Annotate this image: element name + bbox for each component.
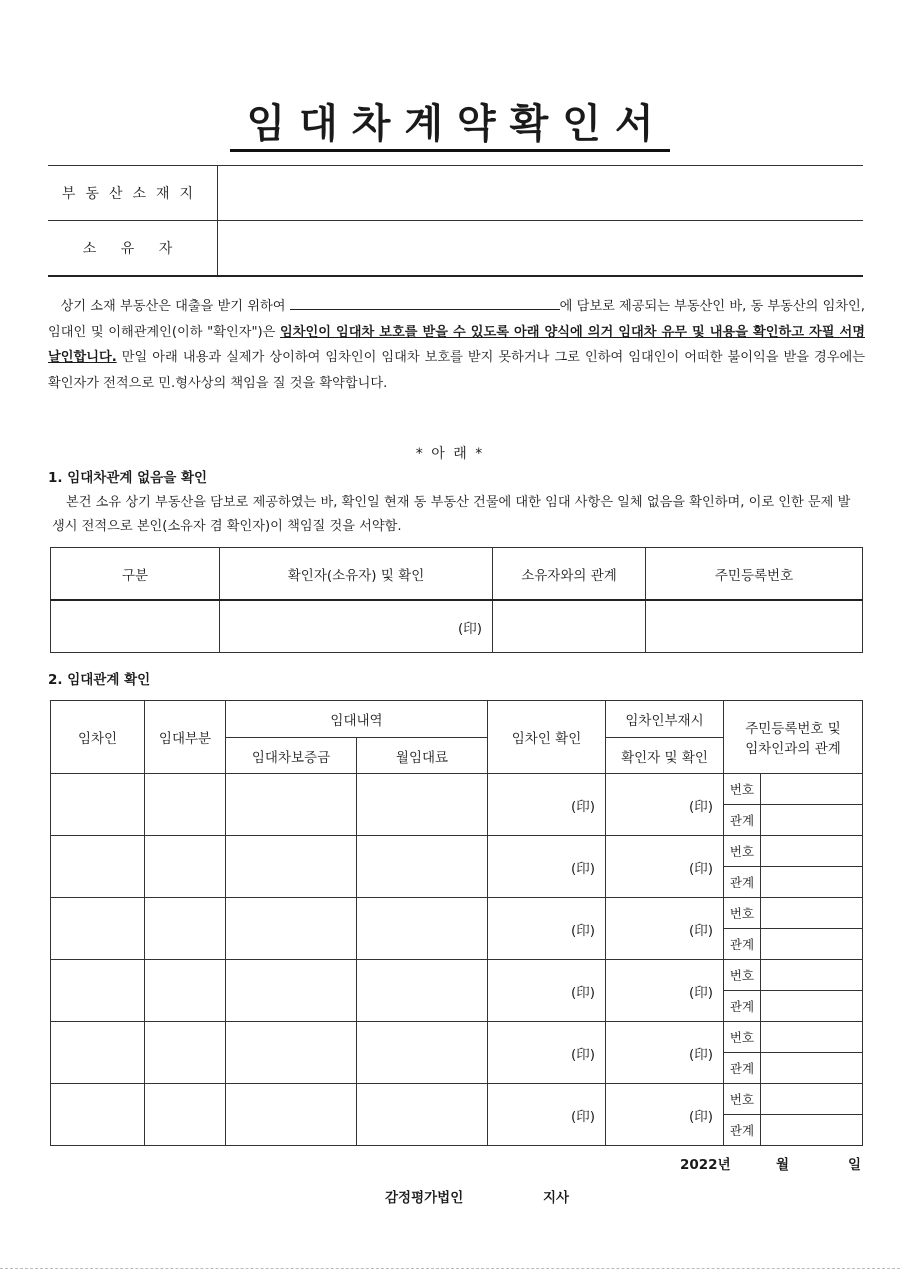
seal-mark: (印) [570, 922, 595, 939]
lender-blank-field[interactable] [290, 295, 560, 310]
notice-mark: * 아 래 * [415, 446, 485, 462]
relation-cell[interactable] [761, 991, 863, 1022]
deposit-cell[interactable] [226, 1022, 357, 1084]
no-lease-table [50, 547, 863, 653]
number-cell[interactable] [761, 960, 863, 991]
intro-part2: 에 담보로 제공되는 부동산인 바, 동 부동산의 임차인, 임대인 및 이해관계인(이하 "확인자")은 [48, 299, 865, 340]
rent-cell[interactable] [357, 1022, 488, 1084]
seal-mark: (印) [570, 798, 595, 815]
relation-cell[interactable] [761, 929, 863, 960]
number-cell[interactable] [761, 836, 863, 867]
header-monthly-rent: 월임대료 [357, 738, 488, 774]
number-cell[interactable] [761, 1022, 863, 1053]
rent-cell[interactable] [357, 1084, 488, 1146]
table-row [51, 898, 863, 929]
owner-label: 소 유 자 [48, 221, 218, 277]
lease-rows [51, 774, 863, 1146]
tenant-cell[interactable] [51, 1022, 145, 1084]
rent-cell[interactable] [357, 960, 488, 1022]
relation-label: 관계 [724, 1115, 761, 1146]
confirmer-seal-cell[interactable] [220, 600, 493, 653]
seal-mark: (印) [688, 860, 713, 877]
tenant-seal-cell[interactable] [488, 898, 606, 960]
table-row [51, 1022, 863, 1053]
seal-mark: (印) [570, 1108, 595, 1125]
seal-mark: (印) [688, 984, 713, 1001]
header-confirmer: 확인자(소유자) 및 확인 [220, 548, 493, 601]
seal-mark: (印) [570, 1046, 595, 1063]
page-edge [0, 1268, 900, 1269]
tenant-cell[interactable] [51, 898, 145, 960]
header-deposit: 임대차보증금 [226, 738, 357, 774]
lease-part-cell[interactable] [145, 1022, 226, 1084]
table-row [51, 836, 863, 867]
intro-paragraph [48, 294, 865, 396]
header-id-relation [724, 701, 863, 774]
lease-part-cell[interactable] [145, 1084, 226, 1146]
document-title: 임대차계약확인서 [0, 92, 900, 149]
relation-cell[interactable] [493, 600, 646, 653]
table-row [51, 774, 863, 805]
lease-part-cell[interactable] [145, 898, 226, 960]
tenant-seal-cell[interactable] [488, 1022, 606, 1084]
section2-heading: 2. 임대관계 확인 [48, 672, 151, 688]
number-label: 번호 [724, 1084, 761, 1115]
intro-bold: 임차인이 임대차 보호를 받을 수 있도록 아래 양식에 의거 임대차 유무 및 내용을 확인하고 자필 서명 날인합니다. [48, 324, 865, 365]
date-month: 월 [776, 1157, 790, 1173]
absent-seal-cell[interactable] [606, 836, 724, 898]
lease-part-cell[interactable] [145, 960, 226, 1022]
seal-mark: (印) [688, 1108, 713, 1125]
absent-seal-cell[interactable] [606, 774, 724, 836]
relation-label: 관계 [724, 991, 761, 1022]
number-cell[interactable] [761, 774, 863, 805]
header-tenant-confirm: 임차인 확인 [488, 701, 606, 774]
relation-cell[interactable] [761, 1115, 863, 1146]
tenant-seal-cell[interactable] [488, 836, 606, 898]
absent-seal-cell[interactable] [606, 1084, 724, 1146]
seal-mark: (印) [688, 798, 713, 815]
header-absent-sub: 확인자 및 확인 [606, 738, 724, 774]
deposit-cell[interactable] [226, 774, 357, 836]
deposit-cell[interactable] [226, 1084, 357, 1146]
date-day: 일 [848, 1157, 862, 1173]
seal-mark: (印) [688, 922, 713, 939]
tenant-cell[interactable] [51, 1084, 145, 1146]
absent-seal-cell[interactable] [606, 898, 724, 960]
deposit-cell[interactable] [226, 960, 357, 1022]
section1-heading: 1. 임대차관계 없음을 확인 [48, 470, 208, 486]
tenant-seal-cell[interactable] [488, 1084, 606, 1146]
lease-part-cell[interactable] [145, 836, 226, 898]
tenant-seal-cell[interactable] [488, 960, 606, 1022]
id-number-cell[interactable] [646, 600, 863, 653]
seal-mark: (印) [688, 1046, 713, 1063]
section1-text: 본건 소유 상기 부동산을 담보로 제공하였는 바, 확인일 현재 동 부동산 건물에 대한 임대 사항은 일체 없음을 확인하며, 이로 인한 문제 발생시 전적으로 본인(소유자 겸 확인자)이 책임질 것을 서약함. [52, 495, 851, 534]
rent-cell[interactable] [357, 836, 488, 898]
number-label: 번호 [724, 1022, 761, 1053]
tenant-cell[interactable] [51, 774, 145, 836]
tenant-cell[interactable] [51, 960, 145, 1022]
header-id-relation-line1: 주민등록번호 및 [745, 721, 841, 737]
intro-part1: 상기 소재 부동산은 대출을 받기 위하여 [60, 299, 286, 314]
rent-cell[interactable] [357, 774, 488, 836]
absent-seal-cell[interactable] [606, 1022, 724, 1084]
header-absent: 임차인부재시 [606, 701, 724, 738]
relation-cell[interactable] [761, 1053, 863, 1084]
date-year: 2022년 [680, 1157, 731, 1173]
intro-part3: 만일 아래 내용과 실제가 상이하여 임차인이 임대차 보호를 받지 못하거나 그로 인하여 임대인이 어떠한 불이익을 받을 경우에는 확인자가 전적으로 민.형사상의 책임을 질 것을 확약합니다. [48, 350, 865, 391]
number-label: 번호 [724, 960, 761, 991]
table-row [51, 1084, 863, 1115]
tenant-cell[interactable] [51, 836, 145, 898]
lease-table [50, 700, 863, 1146]
rent-cell[interactable] [357, 898, 488, 960]
absent-seal-cell[interactable] [606, 960, 724, 1022]
branch-label: 지사 [543, 1190, 570, 1206]
seal-mark: (印) [570, 984, 595, 1001]
seal-mark: (印) [457, 620, 482, 637]
owner-field[interactable] [218, 221, 864, 277]
header-category: 구분 [51, 548, 220, 601]
number-label: 번호 [724, 774, 761, 805]
number-cell[interactable] [761, 1084, 863, 1115]
location-label: 부동산소재지 [48, 166, 218, 221]
relation-label: 관계 [724, 805, 761, 836]
header-id-relation-line2: 임차인과의 관계 [745, 741, 841, 757]
deposit-cell[interactable] [226, 836, 357, 898]
deposit-cell[interactable] [226, 898, 357, 960]
seal-mark: (印) [570, 860, 595, 877]
location-field[interactable] [218, 166, 864, 221]
header-relation: 소유자와의 관계 [493, 548, 646, 601]
relation-label: 관계 [724, 1053, 761, 1084]
relation-label: 관계 [724, 929, 761, 960]
header-lease-detail: 임대내역 [226, 701, 488, 738]
number-cell[interactable] [761, 898, 863, 929]
tenant-seal-cell[interactable] [488, 774, 606, 836]
lease-part-cell[interactable] [145, 774, 226, 836]
table-row [51, 960, 863, 991]
header-tenant: 임차인 [51, 701, 145, 774]
header-id-number: 주민등록번호 [646, 548, 863, 601]
relation-cell[interactable] [761, 805, 863, 836]
number-label: 번호 [724, 836, 761, 867]
category-cell[interactable] [51, 600, 220, 653]
number-label: 번호 [724, 898, 761, 929]
header-lease-part: 임대부분 [145, 701, 226, 774]
property-info-table [48, 165, 863, 277]
appraisal-firm: 감정평가법인 [385, 1190, 464, 1206]
relation-cell[interactable] [761, 867, 863, 898]
relation-label: 관계 [724, 867, 761, 898]
